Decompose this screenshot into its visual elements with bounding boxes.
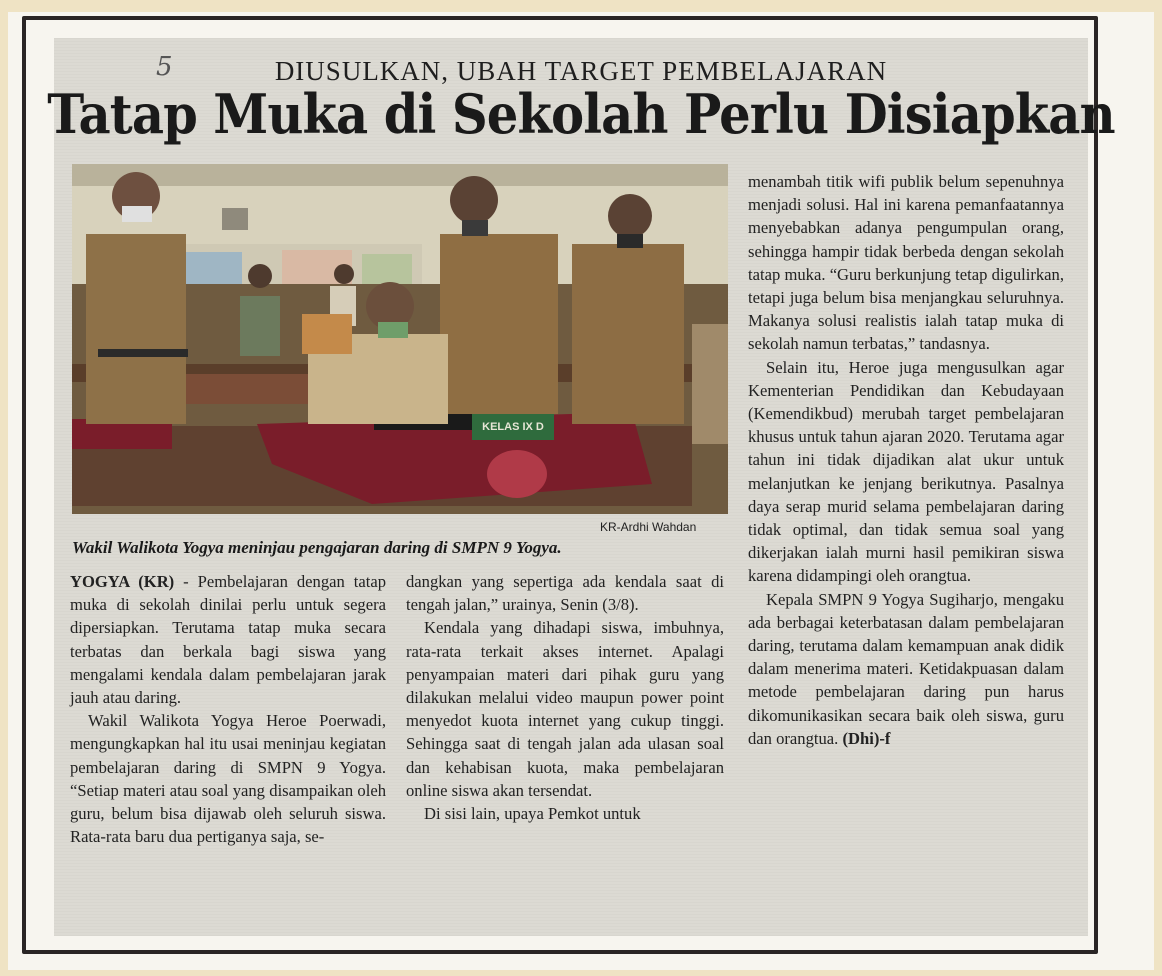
headline: Tatap Muka di Sekolah Perlu Disiapkan: [47, 82, 1115, 146]
paragraph: menambah titik wifi publik belum sepenuhnya menjadi solusi. Hal ini karena pemanfaatannya menyebabkan adanya pengumpulan orang, sehingga hampir tidak berbeda dengan sekolah tatap muka. “Guru berkunjung tetap digulirkan, tetapi juga belum bisa menjangkau seluruhnya. Makanya solusi realistis ialah tatap muka di sekolah namun terbatas,” tandasnya.: [748, 172, 1064, 354]
paragraph: Wakil Walikota Yogya Heroe Poerwadi, mengungkapkan hal itu usai meninjau kegiatan pembelajaran daring di SMPN 9 Yogya. “Setiap materi atau soal yang disampaikan oleh guru, belum bisa dijawab oleh seluruh siswa. Rata-rata baru dua pertiganya saja, se-: [70, 711, 386, 847]
paragraph: [748, 588, 1064, 750]
paragraph: [70, 570, 386, 709]
class-sign: KELAS IX D: [482, 421, 544, 433]
paragraph: Selain itu, Heroe juga mengusulkan agar Kementerian Pendidikan dan Kebudayaan (Kemendikbud) merubah target pembelajaran khusus untuk tahun ajaran 2020. Terutama agar tahun ini tidak dijadikan alat ukur untuk melanjutkan ke jenjang berikutnya. Pasalnya daya serap murid selama pembelajaran daring tidak optimal, dan tidak semua soal yang dikerjakan ialah murni hasil pemikiran siswa karena didampingi oleh orangtua.: [748, 357, 1064, 586]
column-3: [748, 170, 1064, 750]
kicker: DIUSULKAN, UBAH TARGET PEMBELAJARAN: [274, 56, 888, 86]
dateline: YOGYA (KR): [70, 572, 175, 591]
author-signature: (Dhi)-f: [842, 728, 891, 748]
paragraph-text: Kepala SMPN 9 Yogya Sugiharjo, mengaku ada berbagai keterbatasan dalam pembelajaran daring, terutama dalam kemampuan anak didik dalam menerima materi. Ketidakpuasan dalam metode pembelajaran daring pun harus dikomunikasikan secara baik oleh siswa, guru dan orangtua.: [748, 589, 1064, 748]
column-2: [406, 570, 724, 825]
paragraph-text: - Pembelajaran dengan tatap muka di sekolah dinilai perlu untuk segera dipersiapkan. Terutama tatap muka secara terbatas dan berkala bagi siswa yang mengalami kendala dalam pembelajaran jarak jauh atau daring.: [70, 572, 386, 708]
photo-caption: Wakil Walikota Yogya meninjau pengajaran daring di SMPN 9 Yogya.: [72, 538, 562, 557]
paragraph: dangkan yang sepertiga ada kendala saat di tengah jalan,” urainya, Senin (3/8).: [406, 572, 724, 615]
classroom-photo: [72, 164, 728, 514]
page-mark: 5: [156, 52, 173, 82]
paragraph: Kendala yang dihadapi siswa, imbuhnya, rata-rata terkait akses internet. Apalagi penyampaian materi dari pihak guru yang dilakukan melalui video maupun power point menyedot kuota internet yang cukup tinggi. Sehingga saat di tengah jalan ada ulasan soal dan kehabisan kuota, maka pembelajaran online siswa akan tersendat.: [406, 618, 724, 800]
photo-credit: KR-Ardhi Wahdan: [600, 520, 697, 534]
paragraph: Di sisi lain, upaya Pemkot untuk: [424, 804, 641, 824]
column-1: [70, 570, 386, 848]
news-photo: [72, 164, 728, 514]
